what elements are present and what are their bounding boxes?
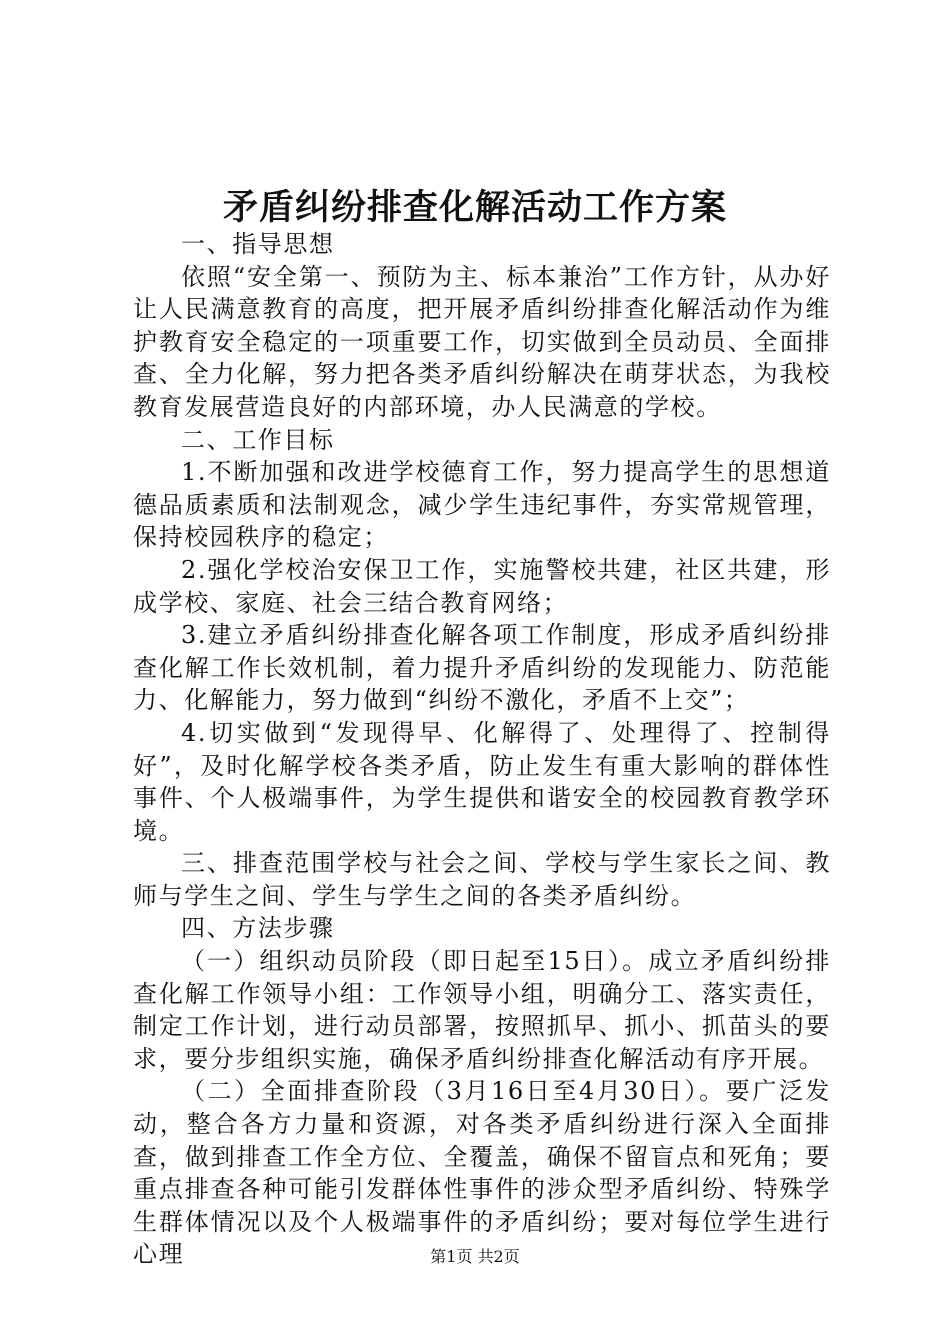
document-title: 矛盾纠纷排查化解活动工作方案	[222, 187, 727, 228]
paragraph-goal-2: 2.强化学校治安保卫工作，实施警校共建，社区共建，形成学校、家庭、社会三结合教育网络；	[133, 555, 831, 617]
paragraph-goal-4: 4.切实做到“发现得早、化解得了、处理得了、控制得好”，及时化解学校各类矛盾，防止发生有重大影响的群体性事件、个人极端事件，为学生提供和谐安全的校园教育教学环境。	[133, 718, 831, 845]
paragraph-investigation-scope: 三、排查范围学校与社会之间、学校与学生家长之间、教师与学生之间、学生与学生之间的各类矛盾纠纷。	[133, 849, 831, 910]
heading-work-goals: 二、工作目标	[181, 425, 335, 454]
heading-guiding-ideology: 一、指导思想	[181, 230, 335, 258]
paragraph-guiding-ideology: 依照“安全第一、预防为主、标本兼治”工作方针，从办好让人民满意教育的高度，把开展矛盾纠纷排查化解活动作为维护教育安全稳定的一项重要工作，切实做到全员动员、全面排查、全力化解，努力把各类矛盾纠纷解决在萌芽状态，为我校教育发展营造良好的内部环境，办人民满意的学校。	[133, 262, 831, 421]
page-number-footer: 第1页 共2页	[430, 1247, 520, 1266]
paragraph-goal-1: 1.不断加强和改进学校德育工作，努力提高学生的思想道德品质素质和法制观念，减少学生违纪事件，夯实常规管理，保持校园秩序的稳定；	[133, 458, 831, 552]
document-body	[133, 228, 831, 1271]
paragraph-goal-3: 3.建立矛盾纠纷排查化解各项工作制度，形成矛盾纠纷排查化解工作长效机制，着力提升矛盾纠纷的发现能力、防范能力、化解能力，努力做到“纠纷不激化，矛盾不上交”；	[133, 621, 831, 715]
paragraph-step-2: （二）全面排查阶段（3月16日至4月30日）。要广泛发动，整合各方力量和资源，对各类矛盾纠纷进行深入全面排查，做到排查工作全方位、全覆盖，确保不留盲点和死角；要重点排查各种可能引发群体性事件的涉众型矛盾纠纷、特殊学生群体情况以及个人极端事件的矛盾纠纷；要对每位学生进行心理	[133, 1077, 831, 1269]
heading-method-steps: 四、方法步骤	[181, 914, 335, 943]
paragraph-step-1: （一）组织动员阶段（即日起至15日）。成立矛盾纠纷排查化解工作领导小组：工作领导小组，明确分工、落实责任，制定工作计划，进行动员部署，按照抓早、抓小、抓苗头的要求，要分步组织实施，确保矛盾纠纷排查化解活动有序开展。	[133, 947, 831, 1073]
